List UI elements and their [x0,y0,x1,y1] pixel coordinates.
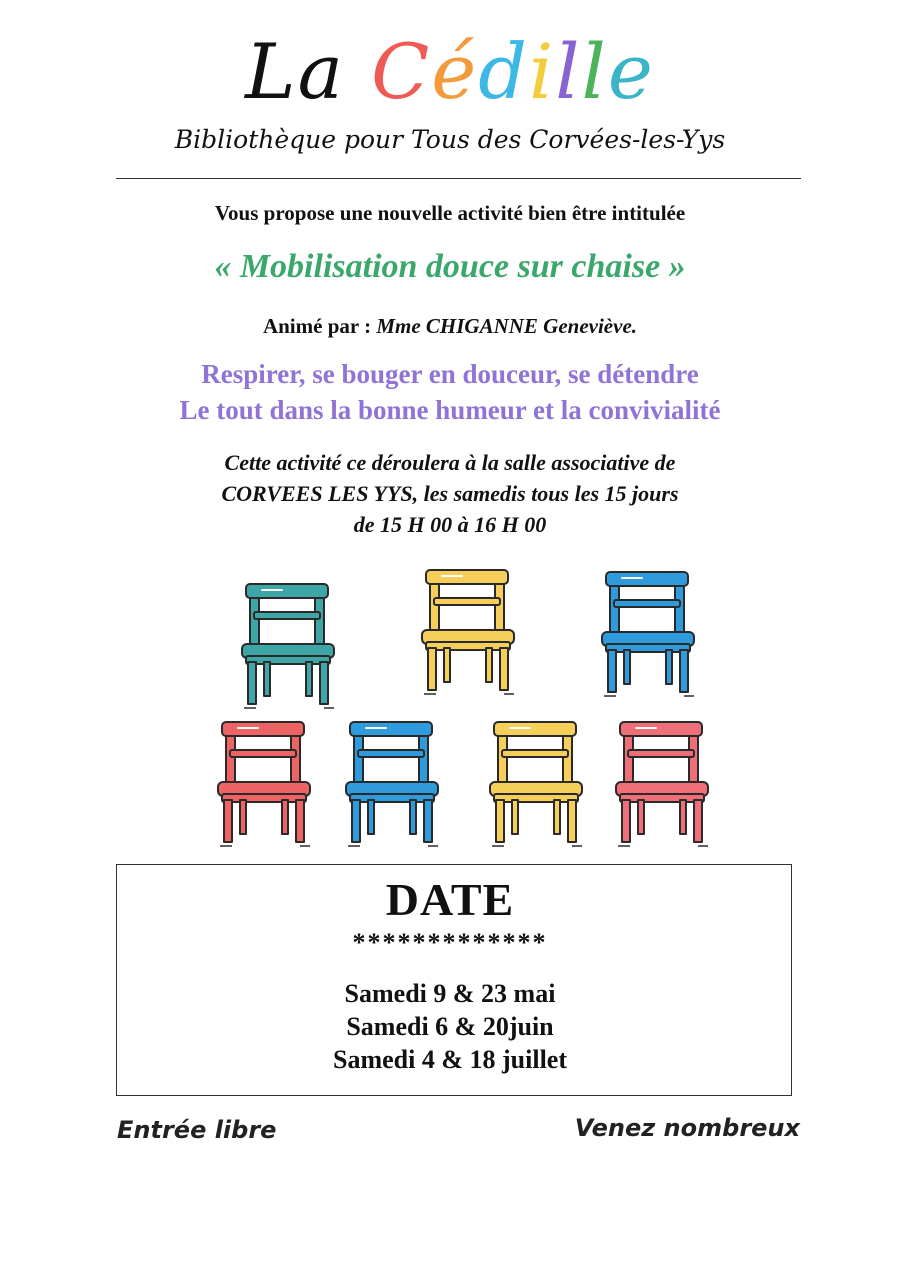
brand-letter: é [431,27,479,116]
animator-label: Animé par : [262,314,377,338]
chair-icon [616,722,708,846]
chair-icon [242,584,334,708]
location-line-3: de 15 H 00 à 16 H 00 [353,512,547,537]
brand-letter: C [371,27,432,116]
come-many-text: Venez nombreux [574,1114,800,1142]
date-line-1: Samedi 9 & 23 mai [344,979,556,1008]
description-line-2: Le tout dans la bonne humeur et la convivialité [179,395,721,425]
chair-icon [602,572,694,696]
animator-name: Mme CHIGANNE Geneviève. [376,314,638,338]
brand-letter: l [555,27,582,116]
brand-title-cedille [371,27,655,116]
brand-letter: d [478,27,529,116]
brand-logo [0,22,900,122]
library-subtitle: Bibliothèque pour Tous des Corvées-les-Yys [174,125,726,154]
chair-icon [422,570,514,694]
date-heading: DATE [385,874,515,925]
date-line-2: Samedi 6 & 20juin [346,1012,554,1041]
activity-title: « Mobilisation douce sur chaise » [214,248,686,285]
description-line-1: Respirer, se bouger en douceur, se détendre [201,359,699,389]
animator-line [0,310,900,342]
location-line-1: Cette activité ce déroulera à la salle associative de [224,450,676,475]
brand-letter: l [581,27,608,116]
location-line-2: CORVEES LES YYS, les samedis tous les 15 jours [221,481,679,506]
intro-text: Vous propose une nouvelle activité bien être intitulée [214,201,686,225]
free-entry-text: Entrée libre [117,1116,277,1144]
date-stars: ************* [352,928,548,957]
chair-icon [346,722,438,846]
date-line-3: Samedi 4 & 18 juillet [333,1045,567,1074]
brand-letter: i [528,27,556,116]
brand-letter: e [607,27,655,116]
chair-icon [490,722,582,846]
chair-icon [218,722,310,846]
header-divider [116,178,801,179]
brand-title-la: La [245,27,345,116]
chairs-illustration [180,560,740,860]
